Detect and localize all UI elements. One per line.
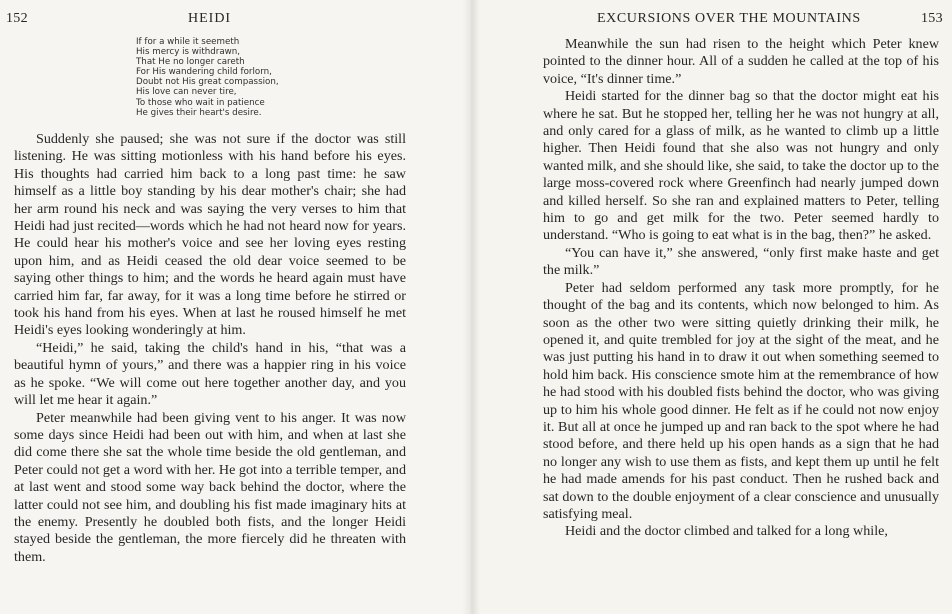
book-gutter-shadow xyxy=(462,0,480,614)
right-page xyxy=(470,0,952,614)
left-page-number: 152 xyxy=(6,11,28,26)
poem-line: For His wandering child forlorn, xyxy=(136,67,272,78)
poem-line: His mercy is withdrawn, xyxy=(136,47,241,58)
left-page xyxy=(0,0,470,614)
paragraph: Heidi started for the dinner bag so that the doctor might eat his where he sat. But he stopped her, telling her he was not hungry at all, and only cared for a glass of milk, as he wanted to climb up a little higher. Then Heidi found that she also was not hungry and only wanted milk, and she should like, she said, to take the doctor up to the large moss-covered rock where Greenfinch had nearly jumped down and killed herself. So she ran and explained matters to Peter, telling him to go and get milk for the two. Peter seemed hardly to understand. “Who is going to eat what is in the bag, then?” he asked. xyxy=(543,88,939,244)
left-running-head: HEIDI xyxy=(188,11,232,26)
hymn-verse xyxy=(136,37,279,118)
right-body-text xyxy=(543,36,939,541)
poem-line: Doubt not His great compassion, xyxy=(136,77,279,88)
right-page-number: 153 xyxy=(921,11,943,26)
poem-line: To those who wait in patience xyxy=(136,97,265,108)
poem-line: He gives their heart's desire. xyxy=(136,107,262,118)
paragraph: Peter had seldom performed any task more promptly, for he thought of the bag and its contents, which now belonged to him. As soon as the other two were sitting quietly drinking their milk, he opened it, and quite trembled for joy at the sight of the meat, and he was just putting his hand in to draw it out when something seemed to hold him back. His conscience smote him at the remembrance of how he had stood with his doubled fists behind the doctor, who was giving up to him his whole good dinner. He felt as if he could not now enjoy it. But all at once he jumped up and ran back to the spot where he had stood before, and there held up his open hands as a sign that he had no longer any wish to use them as fists, and kept them up until he felt he had made amends for his past conduct. Then he rushed back and sat down to the double enjoyment of a clear conscience and unusually satisfying meal. xyxy=(543,279,939,522)
paragraph: “You can have it,” she answered, “only first make haste and get the milk.” xyxy=(543,244,939,279)
paragraph: Meanwhile the sun had risen to the height which Peter knew pointed to the dinner hour. All of a sudden he called at the top of his voice, “It's dinner time.” xyxy=(543,36,939,87)
right-running-head: EXCURSIONS OVER THE MOUNTAINS xyxy=(597,11,861,26)
paragraph: Suddenly she paused; she was not sure if the doctor was still listening. He was sitting motionless with his hand before his eyes. His thoughts had carried him back to a long past time: he saw himself as a little boy standing by his dear mother's chair; she had her arm round his neck and was saying the very verses to him that Heidi had just recited—words which he had not heard now for years. He could hear his mother's voice and see her loving eyes resting upon him, and as Heidi ceased the old dear voice seemed to be saying other things to him; and the words he heard again must have carried him far, far away, for it was a long time before he stirred or took his hand from his eyes. When at last he roused himself he met Heidi's eyes looking wonderingly at him. xyxy=(14,131,406,339)
poem-line: That He no longer careth xyxy=(136,57,245,68)
paragraph: “Heidi,” he said, taking the child's hand in his, “that was a beautiful hymn of yours,” and there was a happier ring in his voice as he spoke. “We will come out here together another day, and you will let me hear it again.” xyxy=(14,339,406,409)
paragraph: Peter meanwhile had been giving vent to his anger. It was now some days since Heidi had been out with him, and when at last she did come there she sat the whole time beside the old gentleman, and Peter could not get a word with her. He got into a terrible temper, and at last went and stood some way back behind the doctor, where the latter could not see him, and doubling his fist made imaginary hits at the enemy. Presently he doubled both fists, and the longer Heidi stayed beside the gentleman, the more fiercely did he threaten with them. xyxy=(14,409,406,565)
poem-line: His love can never tire, xyxy=(136,87,237,98)
left-body-text xyxy=(14,131,406,566)
paragraph: Heidi and the doctor climbed and talked for a long while, xyxy=(565,523,888,540)
poem-line: If for a while it seemeth xyxy=(136,37,240,47)
